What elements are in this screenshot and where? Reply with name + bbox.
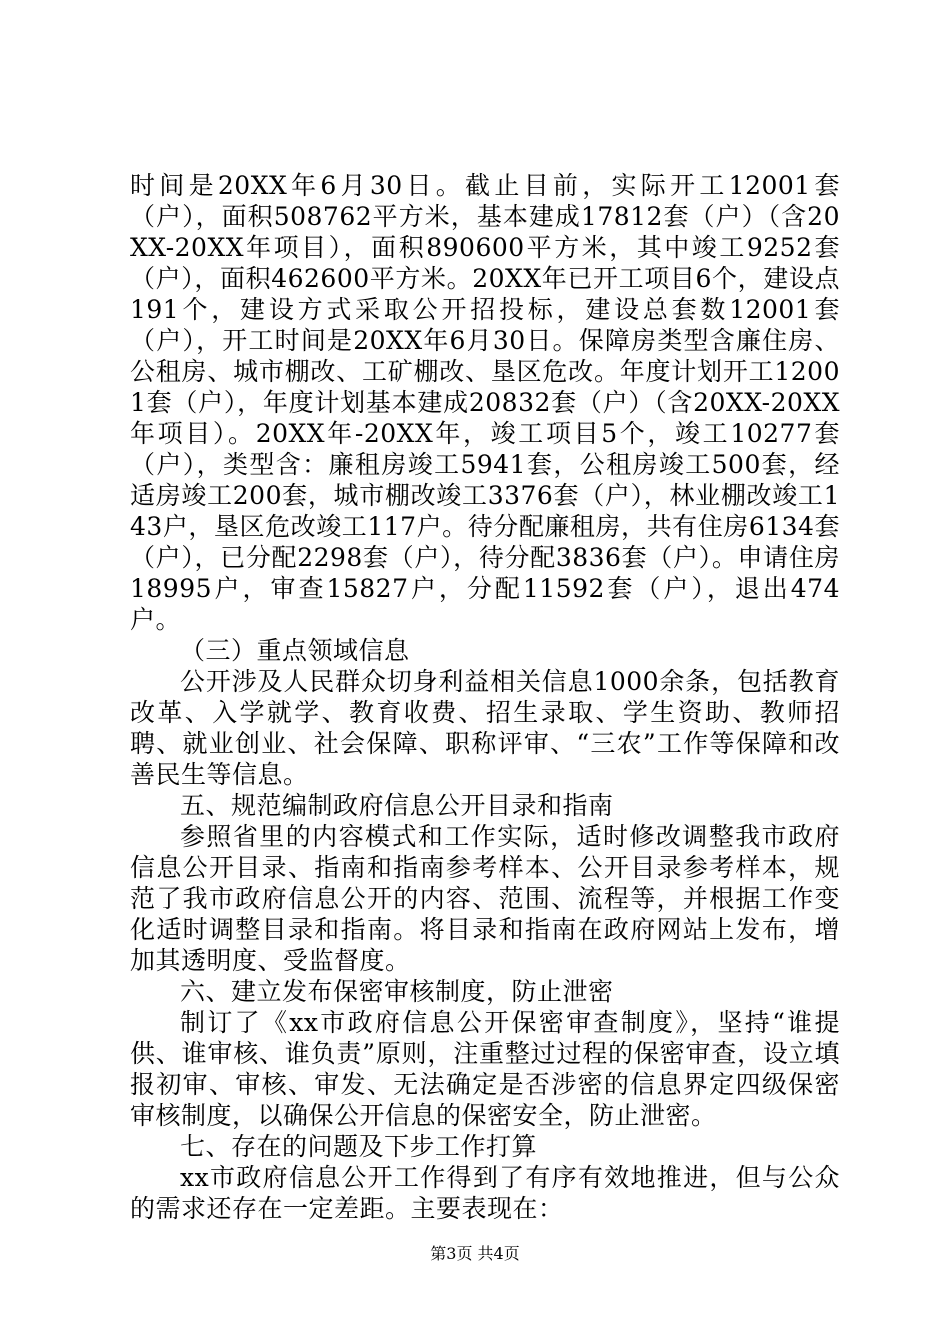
paragraph-key-areas: 公开涉及人民群众切身利益相关信息1000余条，包括教育改革、入学就学、教育收费、招生录取、学生资助、教师招聘、就业创业、社会保障、职称评审、“三农”工作等保障和改善民生等信息。: [130, 667, 840, 789]
heading-section-seven: 七、存在的问题及下步工作打算: [180, 1132, 538, 1161]
heading-section-six: 六、建立发布保密审核制度，防止泄密: [180, 977, 614, 1006]
heading-key-areas: （三）重点领域信息: [180, 636, 410, 665]
page-number-footer: 第3页 共4页: [430, 1244, 520, 1263]
document-body: [130, 170, 840, 1224]
paragraph-section-six: 制订了《xx市政府信息公开保密审查制度》，坚持“谁提供、谁审核、谁负责”原则，注重整过过程的保密审查，设立填报初审、审核、审发、无法确定是否涉密的信息界定四级保密审核制度，以确保公开信息的保密安全，防止泄密。: [130, 1008, 840, 1130]
heading-section-five: 五、规范编制政府信息公开目录和指南: [180, 791, 614, 820]
paragraph-housing-stats: 时间是20XX年6月30日。截止目前，实际开工12001套（户），面积508762平方米，基本建成17812套（户）（含20XX-20XX年项目），面积890600平方米，其中竣工9252套（户），面积462600平方米。20XX年已开工项目6个，建设点191个，建设方式采取公开招投标，建设总套数12001套（户），开工时间是20XX年6月30日。保障房类型含廉住房、公租房、城市棚改、工矿棚改、垦区危改。年度计划开工12001套（户），年度计划基本建成20832套（户）（含20XX-20XX年项目）。20XX年-20XX年，竣工项目5个，竣工10277套（户），类型含：廉租房竣工5941套，公租房竣工500套，经适房竣工200套，城市棚改竣工3376套（户），林业棚改竣工143户，垦区危改竣工117户。待分配廉租房，共有住房6134套（户），已分配2298套（户），待分配3836套（户）。申请住房18995户，审查15827户，分配11592套（户），退出474户。: [130, 171, 840, 634]
paragraph-section-five: 参照省里的内容模式和工作实际，适时修改调整我市政府信息公开目录、指南和指南参考样本、公开目录参考样本，规范了我市政府信息公开的内容、范围、流程等，并根据工作变化适时调整目录和指南。将目录和指南在政府网站上发布，增加其透明度、受监督度。: [130, 822, 840, 975]
paragraph-section-seven: xx市政府信息公开工作得到了有序有效地推进，但与公众的需求还存在一定差距。主要表现在：: [130, 1163, 840, 1223]
